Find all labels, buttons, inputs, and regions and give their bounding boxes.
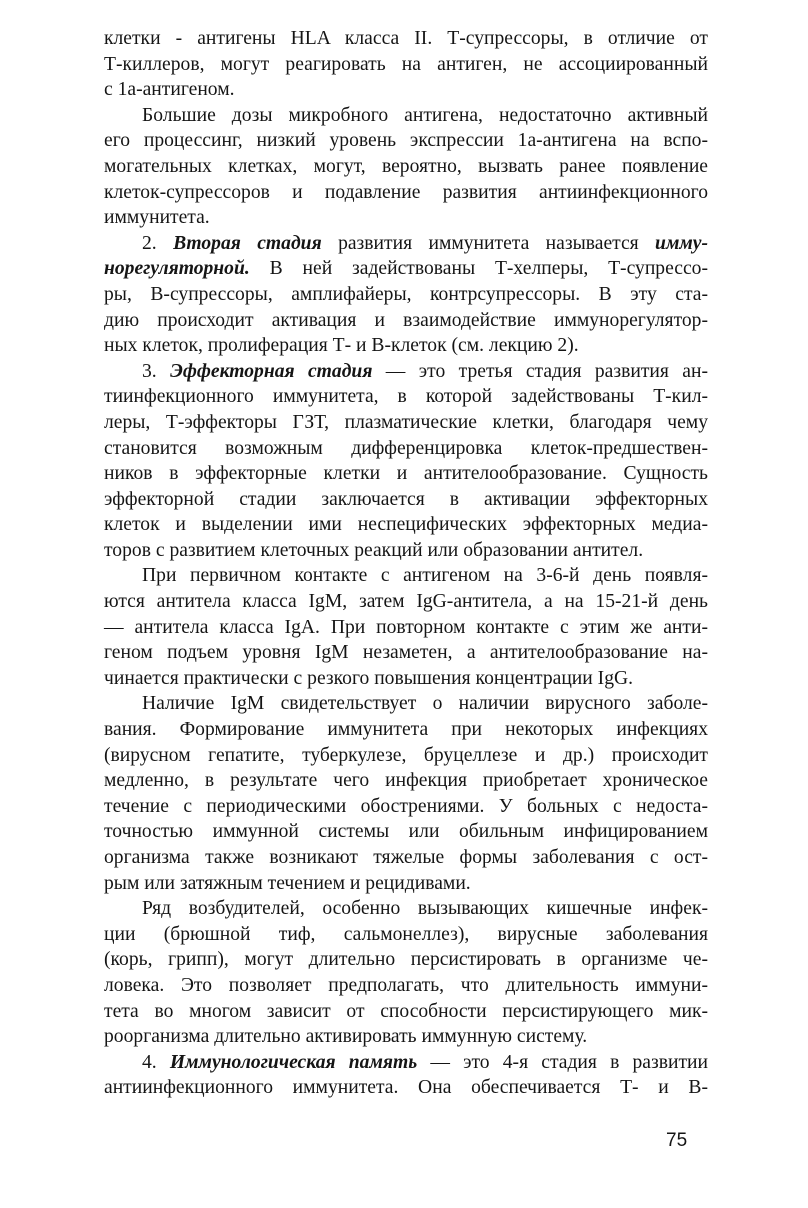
text-segment: развития иммунитета называется [321,232,656,254]
text-line: торов с развитием клеточных реакций или образовании антител. [104,539,644,561]
text-line: клеток-супрессоров и подавление развития антиинфекционного [104,181,708,203]
text-line [104,231,708,257]
text-line: тета во многом зависит от способности персистирующего мик- [104,1000,708,1022]
text-line [104,1050,708,1076]
text-line: леры, Т-эффекторы ГЗТ, плазматические клетки, благодаря чему [104,411,708,433]
paragraph-7 [104,896,708,1050]
paragraph-5 [104,563,708,691]
text-line: Наличие IgM свидетельствует о наличии вирусного заболе- [142,693,708,715]
page-number: 75 [666,1130,688,1151]
text-line: чинается практически с резкого повышения концентрации IgG. [104,667,634,689]
text-line: — антитела класса IgA. При повторном контакте с этим же анти- [104,616,708,638]
text-line: иммунитета. [104,207,210,229]
text-line: с 1а-антигеном. [104,79,235,101]
text-line: ников в эффекторные клетки и антителообразование. Сущность [104,463,708,485]
text-line: точностью иммунной системы или обильным инфицированием [104,821,708,843]
text-line: могательных клетках, могут, вероятно, вызвать ранее появление [104,155,708,177]
text-segment: — это третья стадия развития ан- [372,360,708,382]
text-line: антиинфекционного иммунитета. Она обеспечивается Т- и В- [104,1077,708,1099]
text-line: геном подъем уровня IgM незаметен, а антителообразование на- [104,642,708,664]
text-line: становится возможным дифференцировка клеток-предшествен- [104,437,708,459]
paragraph-1 [104,26,708,103]
page-text [104,26,708,1101]
text-line: течение с периодическими обострениями. У больных с недоста- [104,795,708,817]
text-line: (корь, грипп), могут длительно персистировать в организме че- [104,949,708,971]
text-line: ры, В-супрессоры, амплифайеры, контрсупрессоры. В эту ста- [104,283,708,305]
paragraph-6 [104,691,708,896]
text-line [104,359,708,385]
text-line: роорганизма длительно активировать иммунную систему. [104,1026,588,1048]
paragraph-8 [104,1050,708,1101]
text-line [104,256,708,282]
text-line: эффекторной стадии заключается в активации эффекторных [104,488,708,510]
text-segment: 2. [142,232,174,254]
text-line: клеток и выделении ими неспецифических эффекторных медиа- [104,514,708,536]
text-line: Большие дозы микробного антигена, недостаточно активный [142,104,708,126]
text-line: медленно, в результате чего инфекция приобретает хроническое [104,770,708,792]
text-line: организма также возникают тяжелые формы заболевания с ост- [104,847,708,868]
text-line: ции (брюшной тиф, сальмонеллез), вирусные заболевания [104,923,708,945]
text-line: При первичном контакте с антигеном на 3-6-й день появля- [142,565,708,587]
text-segment: — это 4-я стадия в развитии [417,1051,709,1073]
text-line: ных клеток, пролиферация Т- и В-клеток (см. лекцию 2). [104,335,579,357]
paragraph-3 [104,231,708,359]
text-segment: 3. [142,360,171,382]
text-line: клетки - антигены HLA класса II. Т-супрессоры, в отличие от [104,28,708,49]
text-line: его процессинг, низкий уровень экспрессии 1а-антигена на вспо- [104,130,708,152]
term-emphasis: Вторая стадия [173,232,322,254]
text-line: рым или затяжным течением и рецидивами. [104,872,471,894]
text-line: Ряд возбудителей, особенно вызывающих кишечные инфек- [142,898,708,920]
text-line: дию происходит активация и взаимодействие иммунорегулятор- [104,309,708,331]
term-emphasis: Эффекторная стадия [170,360,373,382]
term-emphasis: Иммунологическая память [169,1051,418,1073]
term-emphasis: имму- [655,232,709,254]
text-line: вания. Формирование иммунитета при некоторых инфекциях [104,719,708,741]
paragraph-2 [104,103,708,231]
term-emphasis: норегуляторной. [104,258,250,280]
text-line: тиинфекционного иммунитета, в которой задействованы Т-кил- [104,386,708,408]
text-segment: В ней задействованы Т-хелперы, Т-супрессо- [249,258,708,280]
text-line: ются антитела класса IgM, затем IgG-антитела, а на 15-21-й день [104,591,708,613]
text-line: (вирусном гепатите, туберкулезе, бруцеллезе и др.) происходит [104,744,708,766]
text-segment: 4. [142,1051,170,1073]
text-line: Т-киллеров, могут реагировать на антиген, не ассоциированный [104,53,708,75]
paragraph-4 [104,359,708,564]
text-line: ловека. Это позволяет предполагать, что длительность иммуни- [104,974,708,996]
